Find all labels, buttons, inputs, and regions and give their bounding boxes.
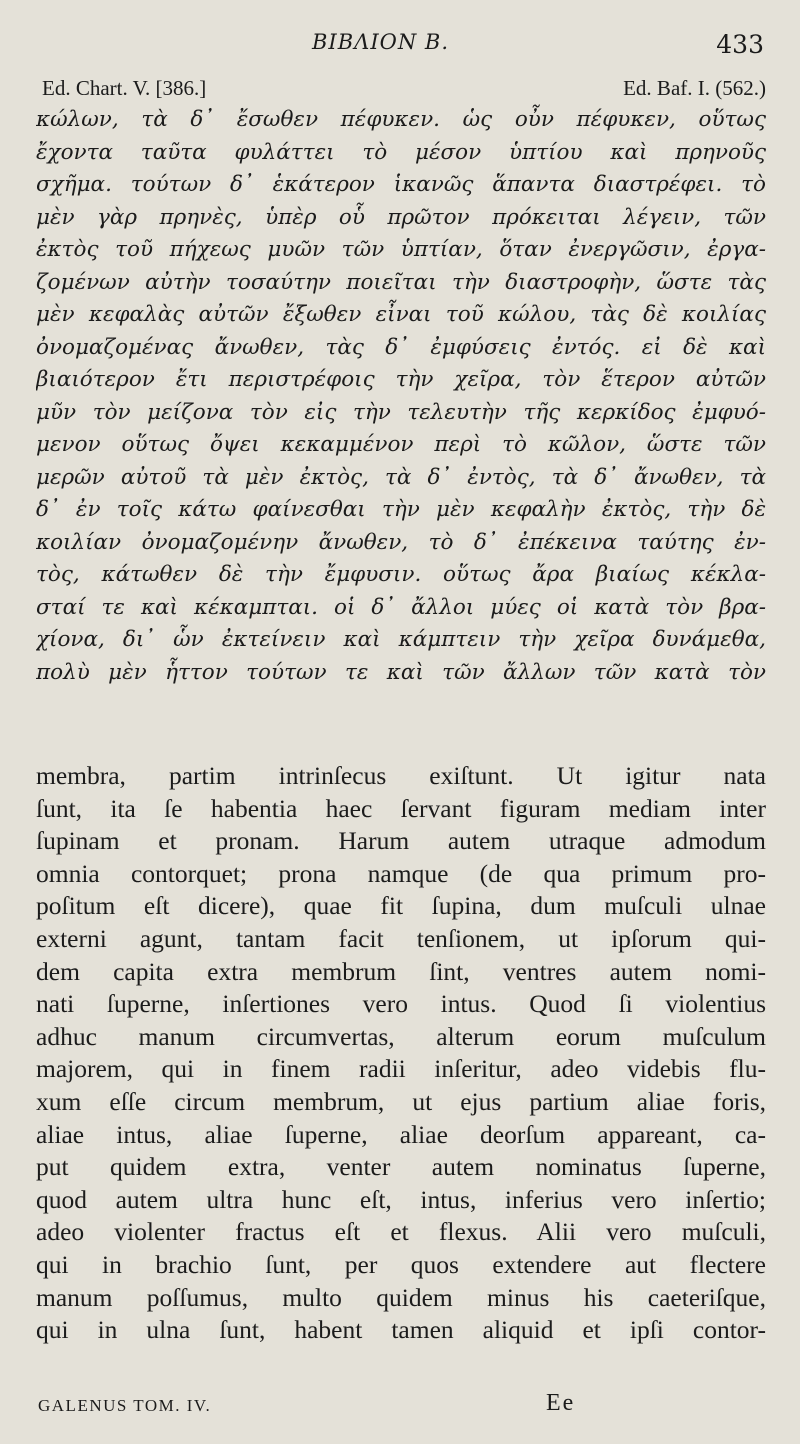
latin-line: xum eſſe circum membrum, ut ejus partium aliae foris, xyxy=(36,1086,766,1116)
greek-line: δ᾽ ἐν τοῖς κάτω φαίνεσθαι τὴν μὲν κεφαλὴν ἐκτὸς, τὴν δὲ xyxy=(36,497,766,522)
greek-line: κοιλίαν ὀνομαζομένην ἄνωθεν, τὸ δ᾽ ἐπέκεινα ταύτης ἐν- xyxy=(36,529,766,555)
greek-line: μὲν κεφαλὰς αὐτῶν ἔξωθεν εἶναι τοῦ κώλου, τὰς δὲ κοιλίας xyxy=(36,302,766,327)
greek-line: μὲν γὰρ πρηνὲς, ὑπὲρ οὗ πρῶτον πρόκειται λέγειν, τῶν xyxy=(36,204,766,230)
book-title: ΒΙΒΛΙΟΝ Β. xyxy=(312,30,449,54)
latin-line: poſitum eſt dicere), quae fit ſupina, dum muſculi ulnae xyxy=(36,891,766,921)
greek-line: μῦν τὸν μείζονα τὸν εἰς τὴν τελευτὴν τῆς κερκίδος ἐμφυό- xyxy=(36,399,766,425)
latin-line: externi agunt, tantam facit tenſionem, ut ipſorum qui- xyxy=(36,923,766,953)
greek-line: χίονα, δι᾽ ὧν ἐκτείνειν καὶ κάμπτειν τὴν χεῖρα δυνάμεθα, xyxy=(36,627,766,652)
greek-line: κώλων, τὰ δ᾽ ἔσωθεν πέφυκεν. ὡς οὖν πέφυκεν, οὕτως xyxy=(36,107,766,132)
latin-line: aliae intus, aliae ſuperne, aliae deorſum appareant, ca- xyxy=(36,1119,766,1149)
sheet-signature-mark: Ee xyxy=(546,1390,576,1416)
latin-line: dem capita extra membrum ſint, ventres autem nomi- xyxy=(36,956,766,986)
latin-text xyxy=(36,760,766,1347)
greek-text xyxy=(36,104,766,689)
greek-line: πολὺ μὲν ἧττον τούτων τε καὶ τῶν ἄλλων τῶν κατὰ τὸν xyxy=(36,659,766,685)
latin-line: put quidem extra, venter autem nominatus ſuperne, xyxy=(36,1152,766,1182)
edition-chartier-reference: Ed. Chart. V. [386.] xyxy=(42,76,207,100)
latin-line: qui in ulna ſunt, habent tamen aliquid et ipſi contor- xyxy=(36,1315,766,1345)
greek-line: μερῶν αὐτοῦ τὰ μὲν ἐκτὸς, τὰ δ᾽ ἐντὸς, τὰ δ᾽ ἄνωθεν, τὰ xyxy=(36,464,766,490)
greek-line: βιαιότερον ἔτι περιστρέφοις τὴν χεῖρα, τὸν ἕτερον αὐτῶν xyxy=(36,367,766,392)
greek-line: σταί τε καὶ κέκαμπται. οἱ δ᾽ ἄλλοι μύες οἱ κατὰ τὸν βρα- xyxy=(36,594,766,620)
edition-references xyxy=(42,76,766,104)
greek-line: ἐκτὸς τοῦ πήχεως μυῶν τῶν ὑπτίαν, ὅταν ἐνεργῶσιν, ἐργα- xyxy=(36,237,766,262)
latin-line: majorem, qui in finem radii inſeritur, adeo videbis flu- xyxy=(36,1054,766,1084)
latin-line: quod autem ultra hunc eſt, intus, inferius vero inſertio; xyxy=(36,1184,766,1214)
edition-basel-reference: Ed. Baf. I. (562.) xyxy=(623,76,766,100)
running-head xyxy=(0,30,800,60)
greek-line: μενον οὕτως ὄψει κεκαμμένον περὶ τὸ κῶλον, ὥστε τῶν xyxy=(36,432,766,457)
latin-line: nati ſuperne, inſertiones vero intus. Quod ſi violentius xyxy=(36,989,766,1019)
greek-line: ὀνομαζομένας ἄνωθεν, τὰς δ᾽ ἐμφύσεις ἐντός. εἰ δὲ καὶ xyxy=(36,334,766,360)
latin-line: adeo violenter fractus eſt et flexus. Alii vero muſculi, xyxy=(36,1217,766,1247)
greek-line: σχῆμα. τούτων δ᾽ ἑκάτερον ἱκανῶς ἅπαντα διαστρέφει. τὸ xyxy=(36,172,766,197)
latin-line: membra, partim intrinſecus exiſtunt. Ut igitur nata xyxy=(36,761,766,790)
page-footer xyxy=(38,1392,766,1422)
latin-line: manum poſſumus, multo quidem minus his caeteriſque, xyxy=(36,1282,766,1312)
latin-line: ſupinam et pronam. Harum autem utraque admodum xyxy=(36,826,766,856)
greek-line: ἔχοντα ταῦτα φυλάττει τὸ μέσον ὑπτίου καὶ πρηνοῦς xyxy=(36,139,766,165)
greek-line: τὸς, κάτωθεν δὲ τὴν ἔμφυσιν. οὕτως ἄρα βιαίως κέκλα- xyxy=(36,562,766,587)
page-number: 433 xyxy=(716,30,764,59)
latin-line: qui in brachio ſunt, per quos extendere aut flectere xyxy=(36,1249,766,1279)
volume-signature: GALENUS TOM. IV. xyxy=(38,1396,212,1415)
greek-line: ζομένων αὐτὴν τοσαύτην ποιεῖται τὴν διαστροφὴν, ὥστε τὰς xyxy=(36,269,766,295)
latin-line: adhuc manum circumvertas, alterum eorum muſculum xyxy=(36,1021,766,1051)
latin-line: ſunt, ita ſe habentia haec ſervant figuram mediam inter xyxy=(36,793,766,823)
latin-line: omnia contorquet; prona namque (de qua primum pro- xyxy=(36,858,766,888)
